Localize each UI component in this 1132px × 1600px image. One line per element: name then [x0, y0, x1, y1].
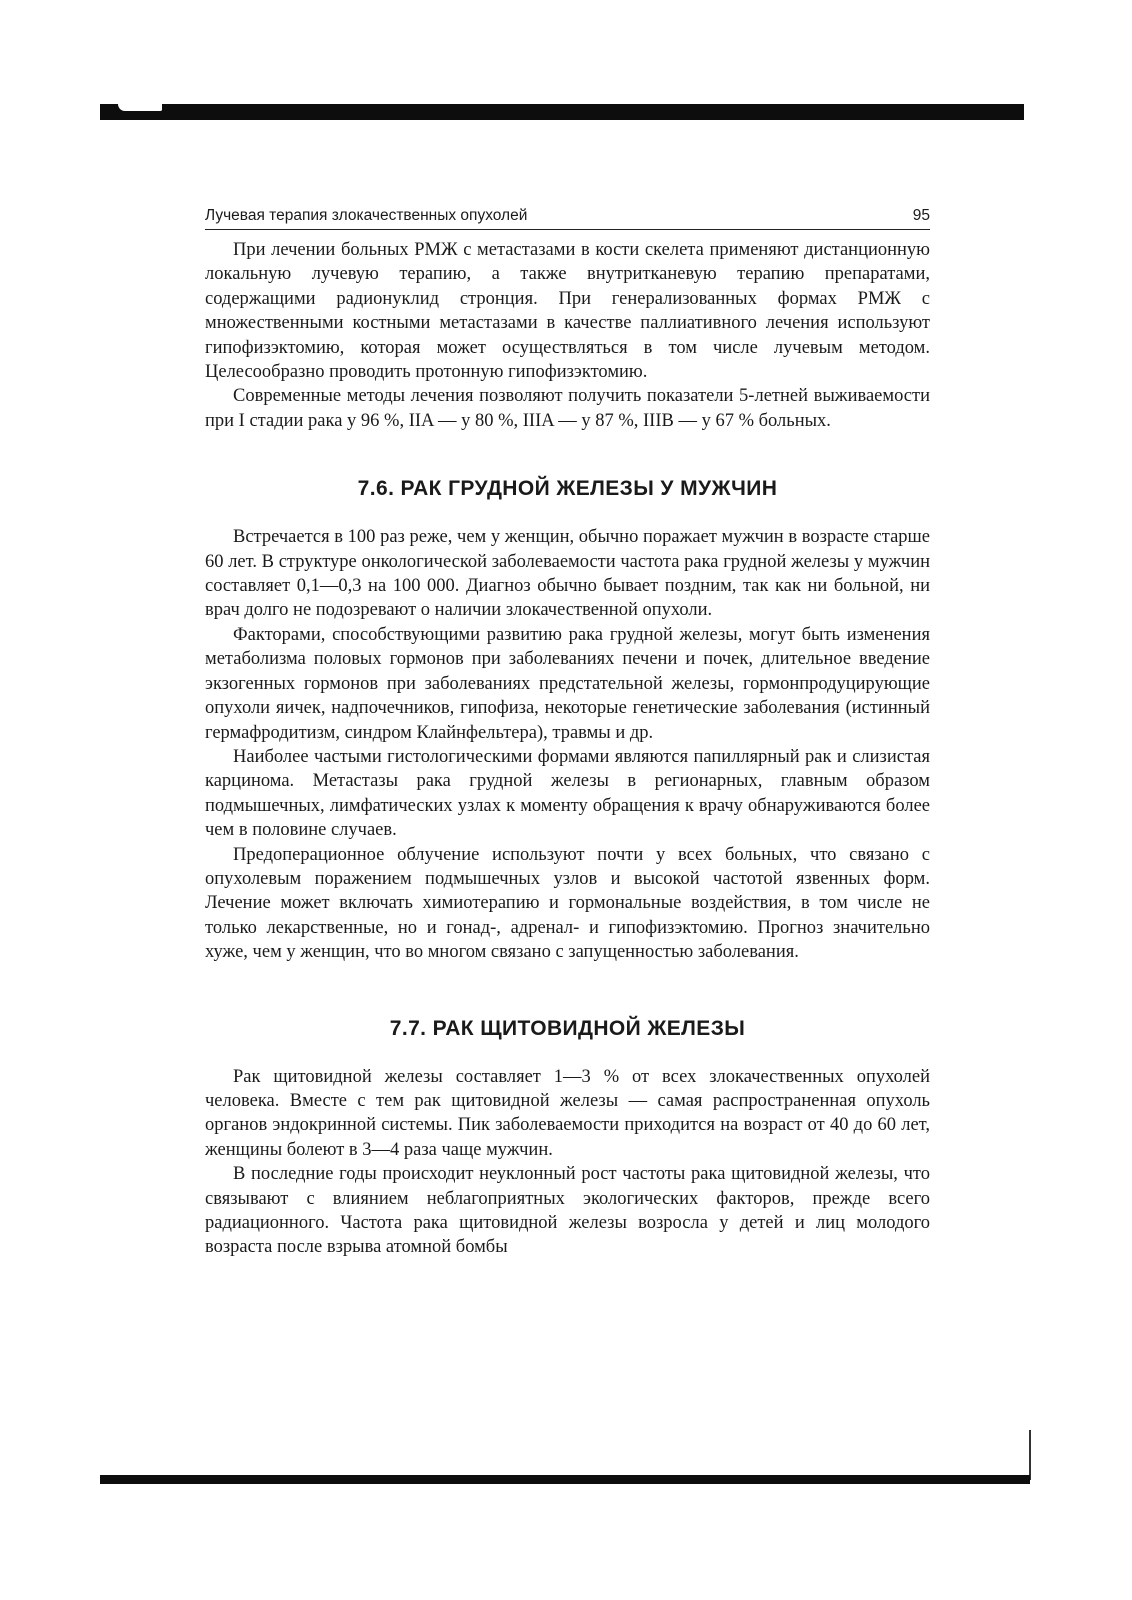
page-body	[205, 238, 930, 1260]
paragraph: Факторами, способствующими развитию рака грудной железы, могут быть изменения метаболизма половых гормонов при заболеваниях печени и почек, длительное введение экзогенных гормонов при заболеваниях предстательной железы, гормонпродуцирующие опухоли яичек, надпочечников, гипофиза, некоторые генетические заболевания (истинный гермафродитизм, синдром Клайнфельтера), травмы и др.	[205, 624, 930, 743]
running-header	[205, 205, 930, 230]
top-decorative-bar	[100, 104, 1024, 120]
bottom-decorative-bar	[100, 1475, 1030, 1484]
paragraph: Наиболее частыми гистологическими формами являются папиллярный рак и слизистая карцинома. Метастазы рака грудной железы в регионарных, главным образом подмышечных, лимфатических узлах к моменту обращения к врачу обнаруживаются более чем в половине случаев.	[205, 746, 930, 841]
scan-edge-line	[1029, 1430, 1031, 1480]
section-heading-7-6: 7.6. РАК ГРУДНОЙ ЖЕЛЕЗЫ У МУЖЧИН	[357, 477, 778, 501]
paragraph: Встречается в 100 раз реже, чем у женщин, обычно поражает мужчин в возрасте старше 60 лет. В структуре онкологической заболеваемости частота рака грудной железы у мужчин составляет 0,1—0,3 на 100 000. Диагноз обычно бывает поздним, так как ни больной, ни врач долго не подозревают о наличии злокачественной опухоли.	[205, 527, 930, 621]
paragraph: Рак щитовидной железы составляет 1—3 % от всех злокачественных опухолей человека. Вместе с тем рак щитовидной железы — самая распространенная опухоль органов эндокринной системы. Пик заболеваемости приходится на возраст от 40 до 60 лет, женщины болеют в 3—4 раза чаще мужчин.	[205, 1066, 930, 1160]
paragraph: В последние годы происходит неуклонный рост частоты рака щитовидной железы, что связывают с влиянием неблагоприятных экологических факторов, прежде всего радиационного. Частота рака щитовидной железы возросла у детей и лиц молодого возраста после взрыва атомной бомбы	[205, 1164, 930, 1258]
section-heading-7-7: 7.7. РАК ЩИТОВИДНОЙ ЖЕЛЕЗЫ	[389, 1016, 746, 1040]
running-title: Лучевая терапия злокачественных опухолей	[205, 207, 528, 224]
paragraph: Современные методы лечения позволяют получить показатели 5-летней выживаемости при I стадии рака у 96 %, IIA — у 80 %, IIIA — у 87 %, IIIB — у 67 % больных.	[205, 386, 930, 431]
page-number: 95	[912, 207, 930, 224]
top-bar-notch	[118, 104, 162, 111]
paragraph: При лечении больных РМЖ с метастазами в кости скелета применяют дистанционную локальную лучевую терапию, а также внутритканевую терапию препаратами, содержащими радионуклид стронция. При генерализованных формах РМЖ с множественными костными метастазами в качестве паллиативного лечения используют гипофизэктомию, которая может осуществляться в том числе лучевым методом. Целесообразно проводить протонную гипофизэктомию.	[205, 240, 930, 383]
paragraph: Предоперационное облучение используют почти у всех больных, что связано с опухолевым поражением подмышечных узлов и высокой частотой язвенных форм. Лечение может включать химиотерапию и гормональные воздействия, в том числе не только лекарственные, но и гонад-, адренал- и гипофизэктомию. Прогноз значительно хуже, чем у женщин, что во многом связано с запущенностью заболевания.	[205, 844, 930, 963]
